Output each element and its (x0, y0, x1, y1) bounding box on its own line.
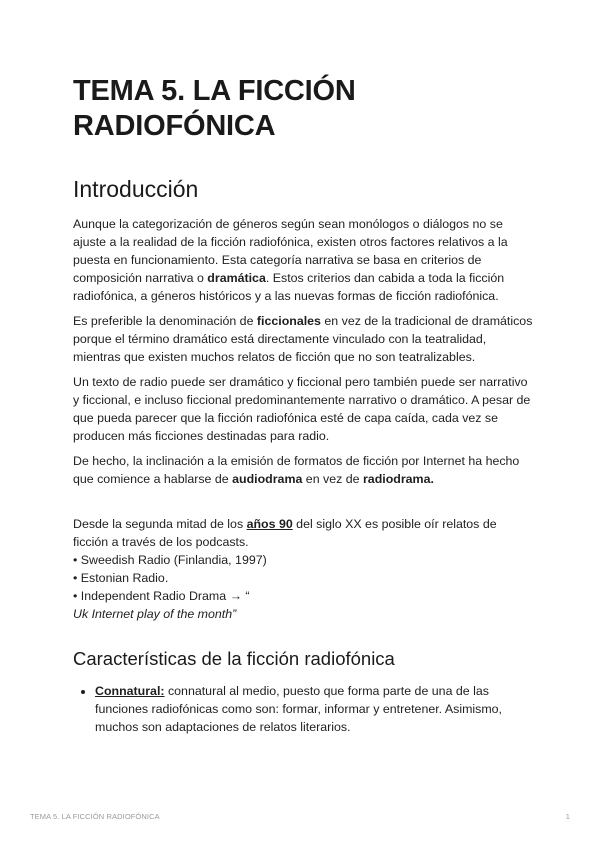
intro-paragraph-1 (73, 215, 533, 305)
footer-title: TEMA 5. LA FICCIÓN RADIOFÓNICA (30, 812, 160, 821)
text-run: Aunque la categorización de géneros según sean monólogos o diálogos no se ajuste a la realidad de la ficción radiofónica, existen otros factores relativos a la puesta en funcionamiento. Esta categoría narrativa se basa en criterios de composición narrativa o (73, 217, 508, 285)
intro-heading: Introducción (73, 176, 199, 202)
text-run: De hecho, la inclinación a la emisión de formatos de ficción por Internet ha hecho que comience a hablarse de (73, 454, 520, 486)
bold-term-ficcionales: ficcionales (256, 314, 321, 328)
podcast-list (73, 551, 533, 623)
bold-term-dramatica: dramática (207, 271, 266, 285)
text-run: Desde la segunda mitad de los (73, 517, 247, 531)
bold-underlined-anos-90: años 90 (246, 517, 293, 531)
text-run: en vez de (302, 472, 363, 486)
intro-paragraph-4 (73, 452, 533, 488)
bold-label-connatural: Connatural: (95, 684, 165, 698)
list-item: • Sweedish Radio (Finlandia, 1997) (73, 553, 267, 567)
bold-term-radiodrama: radiodrama. (362, 472, 434, 486)
intro-paragraph-5 (73, 515, 533, 551)
page-number: 1 (565, 812, 570, 821)
spacer (73, 495, 533, 515)
list-item-tail (73, 605, 533, 623)
page-title: TEMA 5. LA FICCIÓN RADIOFÓNICA (73, 75, 356, 142)
italic-text: Uk Internet play of the month” (73, 607, 237, 621)
text-run: . Estos criterios dan cabida a toda la ficción radiofónica, a géneros históricos y a las nuevas formas de ficción radiofónica. (73, 271, 505, 303)
text-run: en vez de la tradicional de dramáticos porque el término dramático está directamente vinculado con la teatralidad, mientras que existen muchos relatos de ficción que no son teatralizables. (73, 314, 533, 364)
list-item (95, 682, 533, 736)
intro-paragraph-2 (73, 312, 533, 366)
characteristics-heading: Características de la ficción radiofónica (73, 648, 395, 669)
text-run: del siglo XX es posible oír relatos de ficción a través de los podcasts. (73, 517, 497, 549)
bold-term-audiodrama: audiodrama (232, 472, 303, 486)
text-run: connatural al medio, puesto que forma parte de una de las funciones radiofónicas como son: formar, informar y entretener. Asimismo, muchos son adaptaciones de relatos literarios. (95, 684, 503, 734)
intro-paragraph-3: Un texto de radio puede ser dramático y ficcional pero también puede ser narrativo y ficcional, e incluso ficcional predominantemente narrativo o dramático. A pesar de que pueda parecer que la ficción radiofónica esté de capa caída, cada vez se producen más ficciones destinadas para radio. (73, 375, 531, 443)
characteristics-list (73, 682, 533, 736)
page-footer (30, 812, 570, 821)
document-page (73, 74, 533, 736)
list-item: • Estonian Radio. (73, 571, 169, 585)
text-run: Es preferible la denominación de (73, 314, 257, 328)
list-item: • Independent Radio Drama → “ (73, 589, 250, 603)
